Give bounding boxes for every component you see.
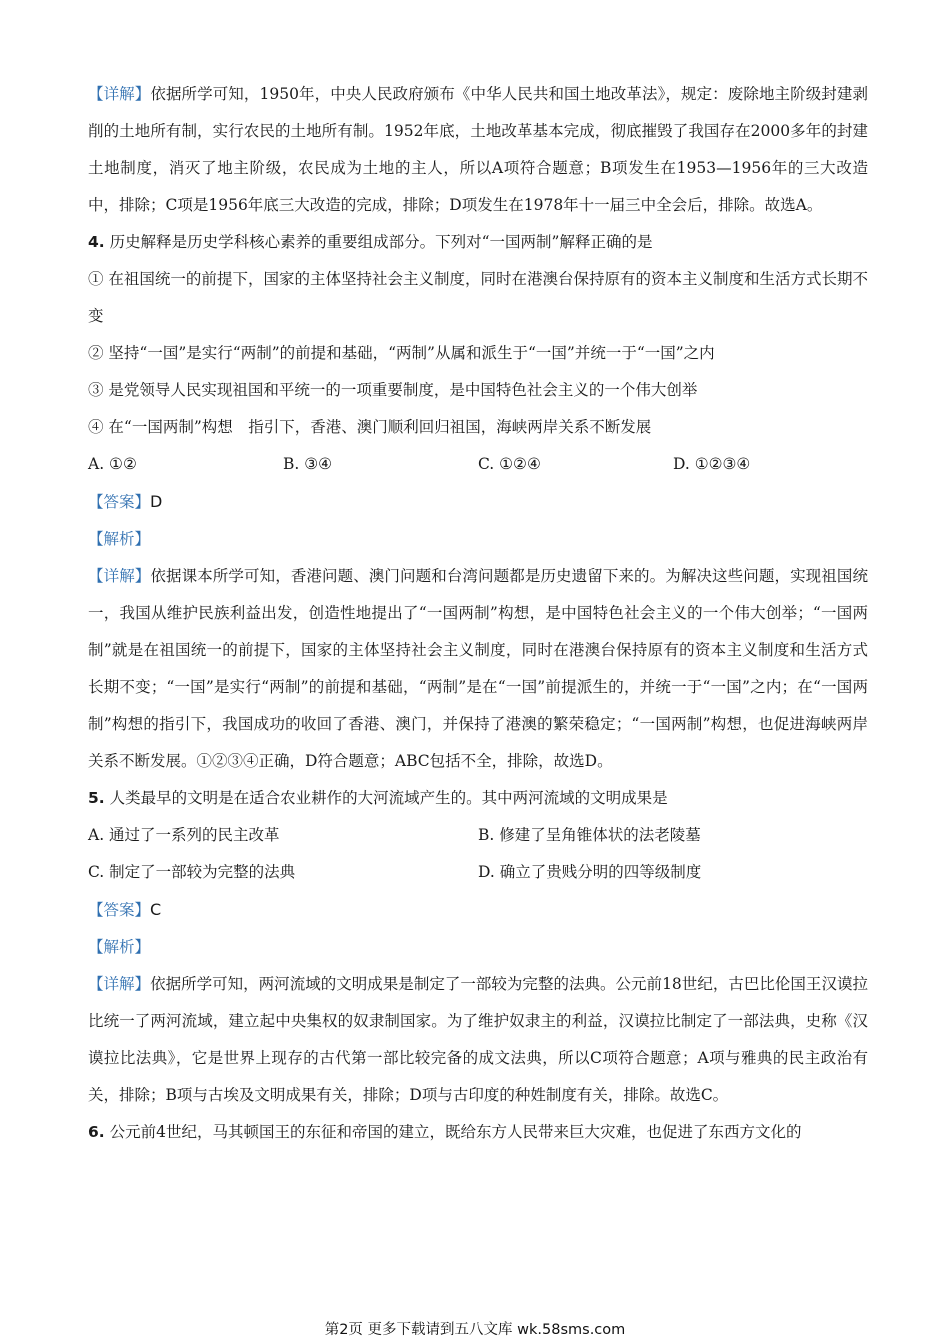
q5-answer-value: C xyxy=(150,900,162,919)
q4-answer-value: D xyxy=(150,492,163,511)
q4-item-1: ① 在祖国统一的前提下，国家的主体坚持社会主义制度，同时在港澳台保持原有的资本主义制度和生活方式长期不变 xyxy=(88,270,868,325)
q3-detail xyxy=(88,76,868,224)
document-page xyxy=(88,76,868,1151)
q4-detail-text: 依据课本所学可知，香港问题、澳门问题和台湾问题都是历史遗留下来的。为解决这些问题，实现祖国统一，我国从维护民族利益出发，创造性地提出了“一国两制”构想，是中国特色社会主义的一个伟大创举；“一国两制”就是在祖国统一的前提下，国家的主体坚持社会主义制度，同时在港澳台保持原有的资本主义制度和生活方式长期不变；“一国”是实行“两制”的前提和基础，“两制”是在“一国”前提派生的，并统一于“一国”之内；在“一国两制”构想的指引下，我国成功的收回了香港、澳门，并保持了港澳的繁荣稳定；“一国两制”构想，也促进海峡两岸关系不断发展。①②③④正确，D符合题意；ABC包括不全，排除，故选D。 xyxy=(88,567,868,770)
q5-stem-text: 人类最早的文明是在适合农业耕作的大河流域产生的。其中两河流域的文明成果是 xyxy=(109,789,668,807)
q5-detail xyxy=(88,966,868,1114)
detail-tag: 【详解】 xyxy=(88,975,151,993)
q4-stem-text: 历史解释是历史学科核心素养的重要组成部分。下列对“一国两制”解释正确的是 xyxy=(109,233,653,251)
q5-analysis xyxy=(88,929,868,966)
page-footer: 第2页 更多下载请到五八文库 wk.58sms.com xyxy=(324,1322,626,1338)
q4-item-2: ② 坚持“一国”是实行“两制”的前提和基础，“两制”从属和派生于“一国”并统一于“一国”之内 xyxy=(88,344,715,362)
q6-stem-text: 公元前4世纪，马其顿国王的东征和帝国的建立，既给东方人民带来巨大灾难，也促进了东西方文化的 xyxy=(109,1123,802,1141)
detail-tag: 【详解】 xyxy=(88,85,151,103)
q5-answer xyxy=(88,891,868,929)
q5-options-row-1 xyxy=(88,817,868,854)
analysis-tag: 【解析】 xyxy=(88,938,151,956)
q5-stem xyxy=(88,780,868,817)
q5-detail-text: 依据所学可知，两河流域的文明成果是制定了一部较为完整的法典。公元前18世纪，古巴比伦国王汉谟拉比统一了两河流域，建立起中央集权的奴隶制国家。为了维护奴隶主的利益，汉谟拉比制定了一部法典，史称《汉谟拉比法典》，它是世界上现存的古代第一部比较完备的成文法典，所以C项符合题意；A项与雅典的民主政治有关，排除；B项与古埃及文明成果有关，排除；D项与古印度的种姓制度有关，排除。故选C。 xyxy=(88,975,868,1104)
q4-number: 4. xyxy=(88,233,105,251)
q4-answer xyxy=(88,483,868,521)
q5-option-a: A. 通过了一系列的民主改革 xyxy=(88,826,280,844)
q4-option-b: B. ③④ xyxy=(283,455,333,473)
detail-tag: 【详解】 xyxy=(88,567,151,585)
q4-item-4: ④ 在“一国两制”构想 指引下，香港、澳门顺利回归祖国，海峡两岸关系不断发展 xyxy=(88,418,652,436)
q4-item-3: ③ 是党领导人民实现祖国和平统一的一项重要制度，是中国特色社会主义的一个伟大创举 xyxy=(88,381,698,399)
analysis-tag: 【解析】 xyxy=(88,530,151,548)
q4-option-c: C. ①②④ xyxy=(478,455,541,473)
q5-option-c: C. 制定了一部较为完整的法典 xyxy=(88,863,296,881)
answer-tag: 【答案】 xyxy=(88,493,151,511)
q4-detail xyxy=(88,558,868,780)
q4-stem xyxy=(88,224,868,261)
answer-tag: 【答案】 xyxy=(88,901,151,919)
q4-options xyxy=(88,446,868,483)
q5-option-d: D. 确立了贵贱分明的四等级制度 xyxy=(478,863,702,881)
q5-option-b: B. 修建了呈角锥体状的法老陵墓 xyxy=(478,826,701,844)
q6-number: 6. xyxy=(88,1123,105,1141)
q6-stem xyxy=(88,1114,868,1151)
q4-option-a: A. ①② xyxy=(88,455,137,473)
q3-detail-text: 依据所学可知，1950年，中央人民政府颁布《中华人民共和国土地改革法》，规定：废除地主阶级封建剥削的土地所有制，实行农民的土地所有制。1952年底，土地改革基本完成，彻底摧毁了我国存在2000多年的封建土地制度，消灭了地主阶级，农民成为土地的主人，所以A项符合题意；B项发生在1953—1956年的三大改造中，排除；C项是1956年底三大改造的完成，排除；D项发生在1978年十一届三中全会后，排除。故选A。 xyxy=(88,85,868,214)
q5-number: 5. xyxy=(88,789,105,807)
q4-analysis xyxy=(88,521,868,558)
q4-option-d: D. ①②③④ xyxy=(673,455,751,473)
q5-options-row-2 xyxy=(88,854,868,891)
